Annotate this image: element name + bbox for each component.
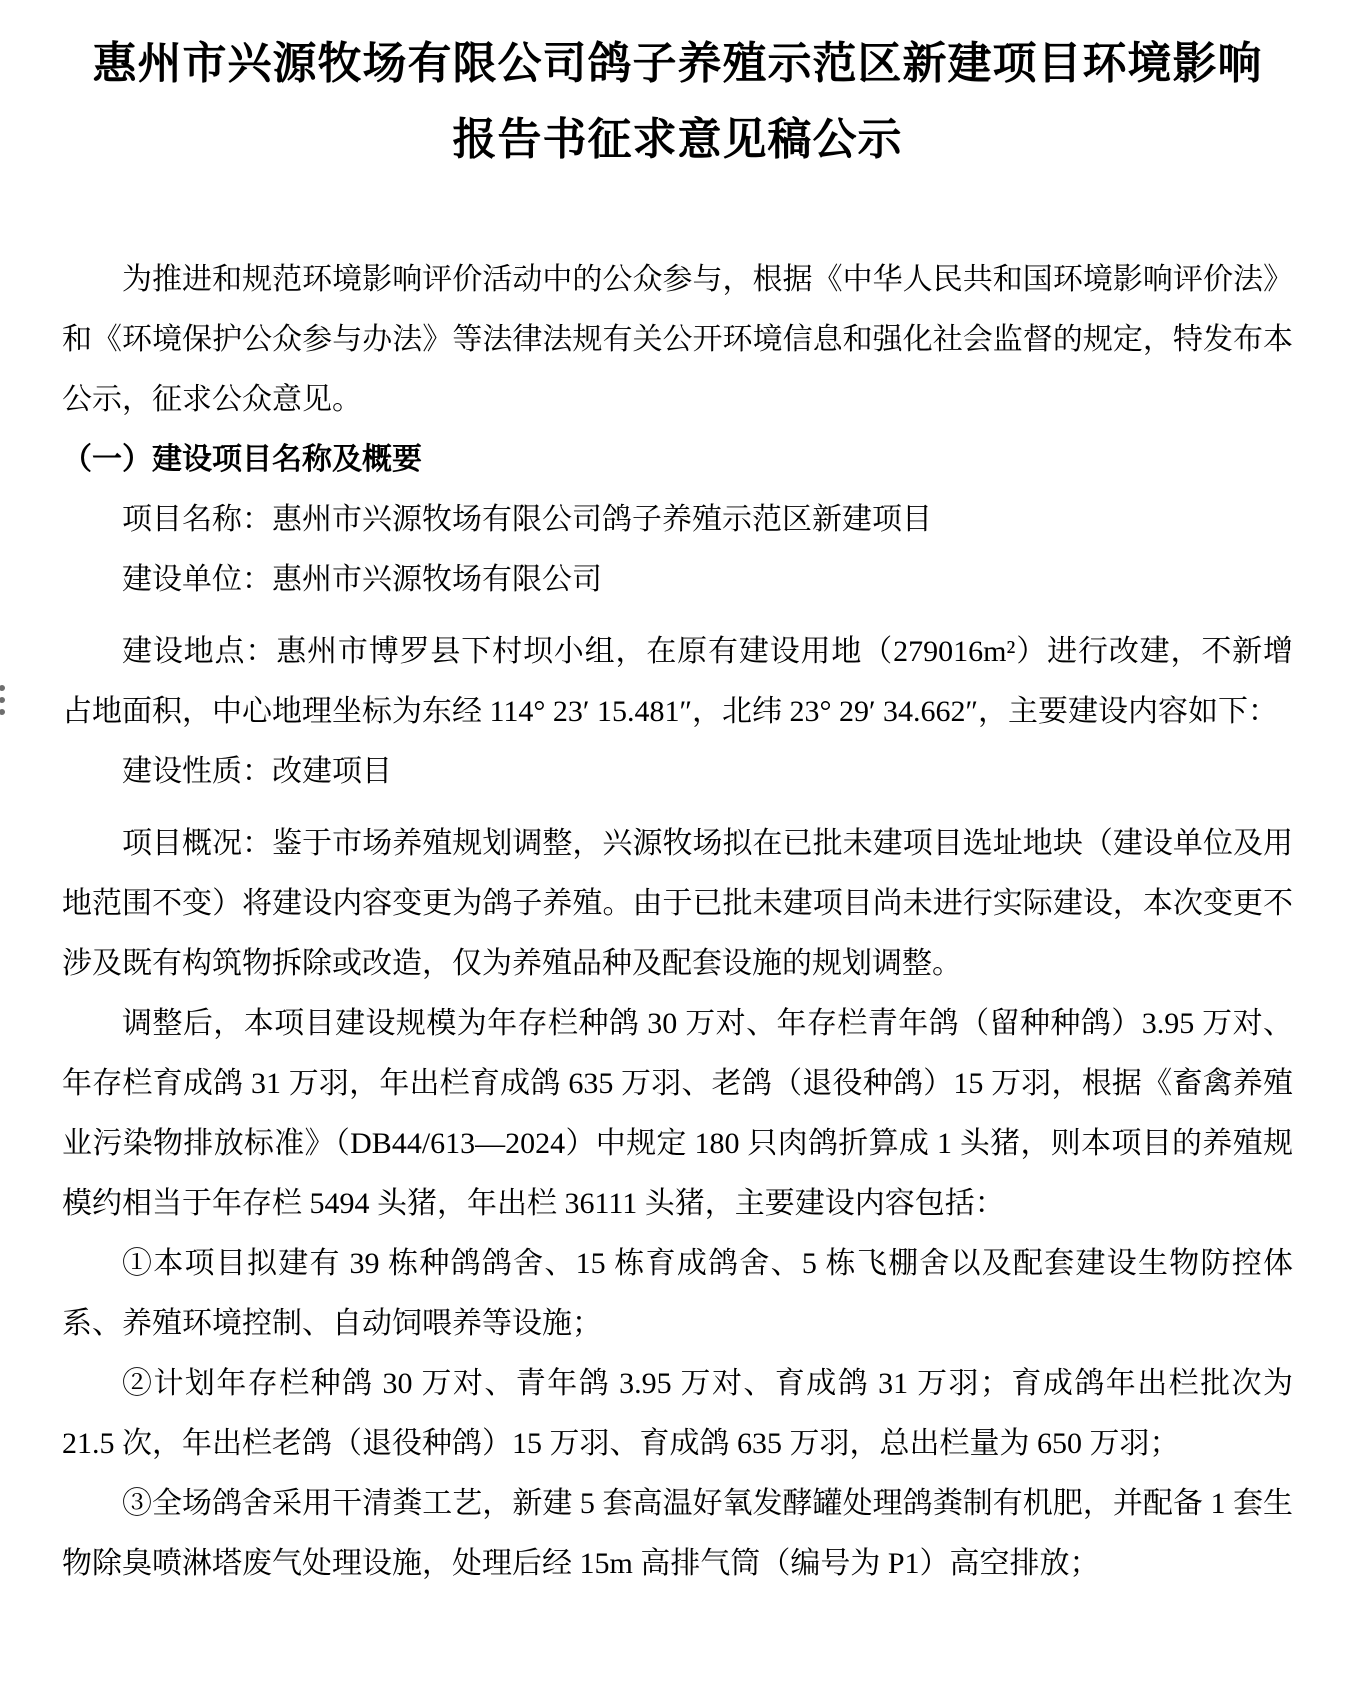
more-options-icon[interactable] [0, 685, 7, 715]
project-overview-paragraph: 项目概况：鉴于市场养殖规划调整，兴源牧场拟在已批未建项目选址地块（建设单位及用地范围不变）将建设内容变更为鸽子养殖。由于已批未建项目尚未进行实际建设，本次变更不涉及既有构筑物拆除或改造，仅为养殖品种及配套设施的规划调整。 [62, 827, 1293, 980]
doc-title-line-1: 惠州市兴源牧场有限公司鸽子养殖示范区新建项目环境影响 [92, 39, 1263, 88]
build-item-1: ①本项目拟建有 39 栋种鸽鸽舍、15 栋育成鸽舍、5 栋飞棚舍以及配套建设生物防控体系、养殖环境控制、自动饲喂养等设施； [62, 1247, 1293, 1340]
dot-icon [0, 709, 5, 715]
construction-unit-line: 建设单位：惠州市兴源牧场有限公司 [122, 563, 602, 596]
document-page [0, 26, 1355, 1594]
dot-icon [0, 685, 5, 691]
construction-nature-line: 建设性质：改建项目 [122, 755, 392, 788]
doc-title-line-2: 报告书征求意见稿公示 [452, 115, 903, 164]
construction-site-paragraph: 建设地点：惠州市博罗县下村坝小组，在原有建设用地（279016m²）进行改建，不新增占地面积，中心地理坐标为东经 114° 23′ 15.481″，北纬 23° 29′ 34.662″，主要建设内容如下： [62, 635, 1293, 728]
doc-title [62, 26, 1293, 178]
scale-paragraph: 调整后，本项目建设规模为年存栏种鸽 30 万对、年存栏青年鸽（留种种鸽）3.95 万对、年存栏育成鸽 31 万羽，年出栏育成鸽 635 万羽、老鸽（退役种鸽）15 万羽，根据《畜禽养殖业污染物排放标准》（DB44/613—2024）中规定 180 只肉鸽折算成 1 头猪，则本项目的养殖规模约相当于年存栏 5494 头猪，年出栏 36111 头猪，主要建设内容包括： [62, 1007, 1293, 1220]
section-one-heading: （一）建设项目名称及概要 [62, 443, 422, 476]
build-item-3: ③全场鸽舍采用干清粪工艺，新建 5 套高温好氧发酵罐处理鸽粪制有机肥，并配备 1 套生物除臭喷淋塔废气处理设施，处理后经 15m 高排气筒（编号为 P1）高空排放； [62, 1487, 1293, 1580]
dot-icon [0, 697, 5, 703]
intro-paragraph: 为推进和规范环境影响评价活动中的公众参与，根据《中华人民共和国环境影响评价法》和《环境保护公众参与办法》等法律法规有关公开环境信息和强化社会监督的规定，特发布本公示，征求公众意见。 [62, 263, 1293, 416]
build-item-2: ②计划年存栏种鸽 30 万对、青年鸽 3.95 万对、育成鸽 31 万羽；育成鸽年出栏批次为 21.5 次，年出栏老鸽（退役种鸽）15 万羽、育成鸽 635 万羽，总出栏量为 650 万羽； [62, 1367, 1293, 1460]
project-name-line: 项目名称：惠州市兴源牧场有限公司鸽子养殖示范区新建项目 [122, 503, 932, 536]
